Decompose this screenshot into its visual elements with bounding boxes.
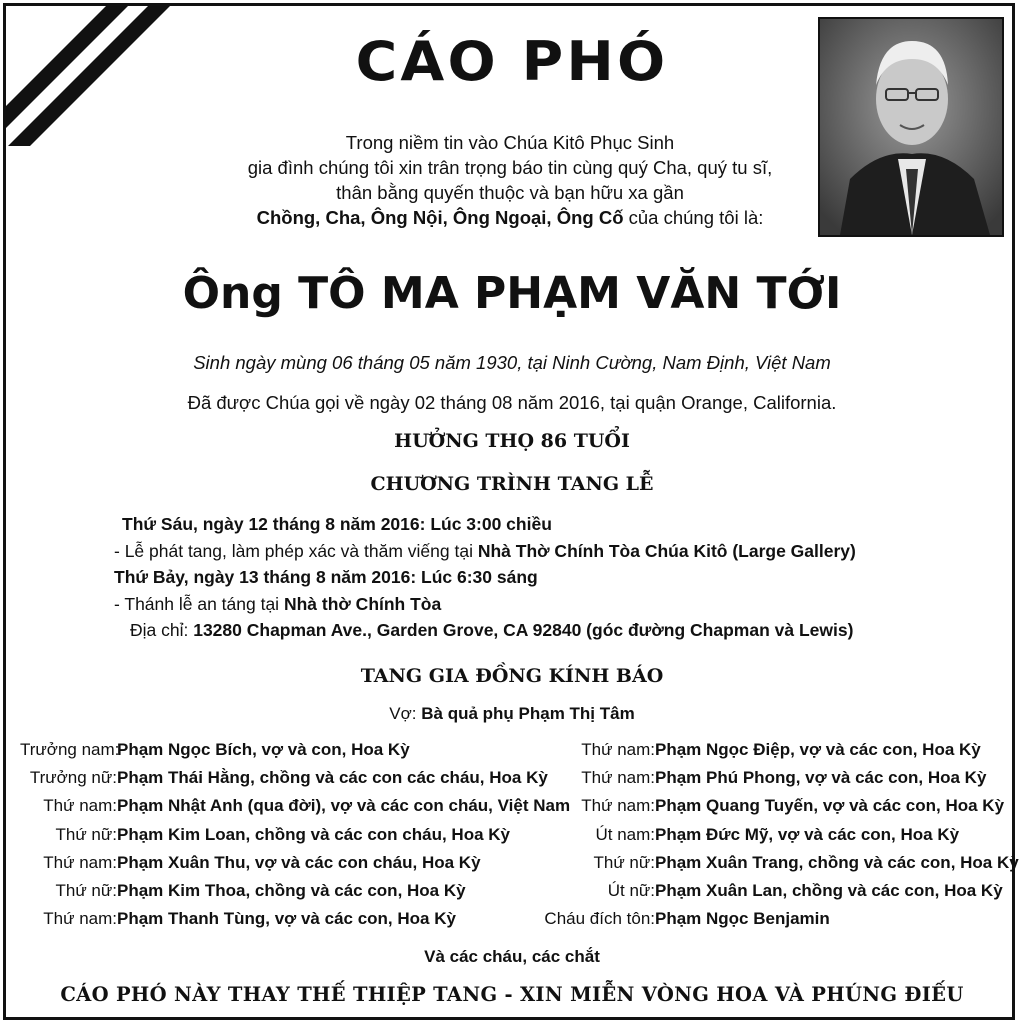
family-relation: Thứ nam: xyxy=(43,852,117,872)
family-row xyxy=(542,877,1019,905)
family-member: Phạm Xuân Lan, chồng và các con, Hoa Kỳ xyxy=(655,881,1003,901)
family-member: Phạm Ngọc Điệp, vợ và các con, Hoa Kỳ xyxy=(655,740,981,759)
intro-line-end: của chúng tôi là: xyxy=(623,207,764,228)
birth-info: Sinh ngày mùng 06 tháng 05 năm 1930, tại Ninh Cường, Nam Định, Việt Nam xyxy=(193,352,831,373)
family-member: Phạm Xuân Thu, vợ và các con cháu, Hoa Kỳ xyxy=(117,852,481,872)
funeral-schedule xyxy=(114,511,856,644)
family-row xyxy=(542,821,1019,849)
relation-list: Chồng, Cha, Ông Nội, Ông Ngoại, Ông Cố xyxy=(256,207,624,228)
family-relation: Út nam: xyxy=(595,824,655,844)
family-relation: Trưởng nam: xyxy=(20,740,120,759)
family-row xyxy=(20,877,570,905)
notice-title: CÁO PHÓ xyxy=(355,30,669,93)
event-text: - Thánh lễ an táng tại xyxy=(114,593,284,614)
intro-line: gia đình chúng tôi xin trân trọng báo tin cùng quý Cha, quý tu sĩ, xyxy=(247,157,773,178)
family-member: Phạm Đức Mỹ, vợ và các con, Hoa Kỳ xyxy=(655,824,960,844)
wife-name: Bà quả phụ Phạm Thị Tâm xyxy=(421,704,635,723)
intro-line: Trong niềm tin vào Chúa Kitô Phục Sinh xyxy=(345,132,675,153)
family-row xyxy=(20,792,570,820)
family-member: Phạm Kim Loan, chồng và các con cháu, Hoa Kỳ xyxy=(117,824,510,844)
family-row xyxy=(542,764,1019,792)
event-text: - Lễ phát tang, làm phép xác và thăm viếng tại xyxy=(114,540,478,561)
event-place: Nhà Thờ Chính Tòa Chúa Kitô (Large Gallery) xyxy=(477,540,856,561)
family-relation: Cháu đích tôn: xyxy=(544,909,655,929)
family-member: Phạm Phú Phong, vợ và các con, Hoa Kỳ xyxy=(655,768,987,788)
death-info: Đã được Chúa gọi về ngày 02 tháng 08 năm 2016, tại quận Orange, California. xyxy=(187,392,837,413)
event-place: Nhà thờ Chính Tòa xyxy=(283,593,442,614)
family-relation: Út nữ: xyxy=(607,881,655,901)
intro-line xyxy=(180,205,840,230)
family-row xyxy=(20,905,570,933)
footer-notice: CÁO PHÓ NÀY THAY THẾ THIỆP TANG - XIN MIỄN VÒNG HOA VÀ PHÚNG ĐIẾU xyxy=(60,983,964,1006)
wife-label: Vợ: xyxy=(389,704,422,723)
family-relation: Thứ nữ: xyxy=(55,824,117,844)
family-relation: Thứ nam: xyxy=(581,796,655,816)
schedule-address xyxy=(114,617,856,644)
family-list-right xyxy=(542,736,1019,933)
schedule-day-2: Thứ Bảy, ngày 13 tháng 8 năm 2016: Lúc 6:30 sáng xyxy=(114,567,538,587)
family-list-left xyxy=(20,736,570,933)
family-member: Phạm Thanh Tùng, vợ và các con, Hoa Kỳ xyxy=(117,909,456,929)
family-member: Phạm Ngọc Bích, vợ và con, Hoa Kỳ xyxy=(117,740,410,759)
wife-line xyxy=(0,704,1024,724)
family-member: Phạm Ngọc Benjamin xyxy=(655,909,830,929)
family-row xyxy=(542,792,1019,820)
family-relation: Thứ nữ: xyxy=(55,881,117,901)
family-row xyxy=(542,849,1019,877)
family-row xyxy=(20,764,570,792)
family-row xyxy=(20,849,570,877)
address-value: 13280 Chapman Ave., Garden Grove, CA 92840 (góc đường Chapman và Lewis) xyxy=(193,620,854,640)
family-relation: Thứ nam: xyxy=(581,768,655,788)
family-relation: Thứ nữ: xyxy=(593,852,655,872)
family-relation: Thứ nam: xyxy=(43,909,117,929)
family-row xyxy=(542,736,1019,764)
deceased-name: Ông TÔ MA PHẠM VĂN TỚI xyxy=(182,268,842,319)
family-member: Phạm Kim Thoa, chồng và các con, Hoa Kỳ xyxy=(117,881,466,901)
intro-line: thân bằng quyến thuộc và bạn hữu xa gần xyxy=(336,182,684,203)
grandchildren-line: Và các cháu, các chắt xyxy=(424,947,600,966)
family-member: Phạm Nhật Anh (qua đời), vợ và các con cháu, Việt Nam xyxy=(117,796,571,816)
family-row xyxy=(542,905,1019,933)
family-relation: Thứ nam: xyxy=(581,740,655,759)
intro-paragraph xyxy=(180,130,840,230)
program-heading: CHƯƠNG TRÌNH TANG LỄ xyxy=(370,473,654,495)
family-row xyxy=(20,821,570,849)
schedule-event-1 xyxy=(114,538,856,565)
family-row xyxy=(20,736,570,764)
schedule-event-2 xyxy=(114,591,856,618)
schedule-day-1: Thứ Sáu, ngày 12 tháng 8 năm 2016: Lúc 3:00 chiều xyxy=(122,514,552,534)
age-heading: HƯỞNG THỌ 86 TUỔI xyxy=(394,430,630,452)
family-member: Phạm Xuân Trang, chồng và các con, Hoa Kỳ xyxy=(655,852,1019,872)
family-relation: Thứ nam: xyxy=(43,796,117,816)
address-label: Địa chỉ: xyxy=(130,620,194,640)
family-heading: TANG GIA ĐỒNG KÍNH BÁO xyxy=(360,665,664,687)
family-member: Phạm Thái Hằng, chồng và các con các cháu, Hoa Kỳ xyxy=(117,768,548,788)
family-relation: Trưởng nữ: xyxy=(29,768,117,788)
family-member: Phạm Quang Tuyến, vợ và các con, Hoa Kỳ xyxy=(655,796,1005,816)
